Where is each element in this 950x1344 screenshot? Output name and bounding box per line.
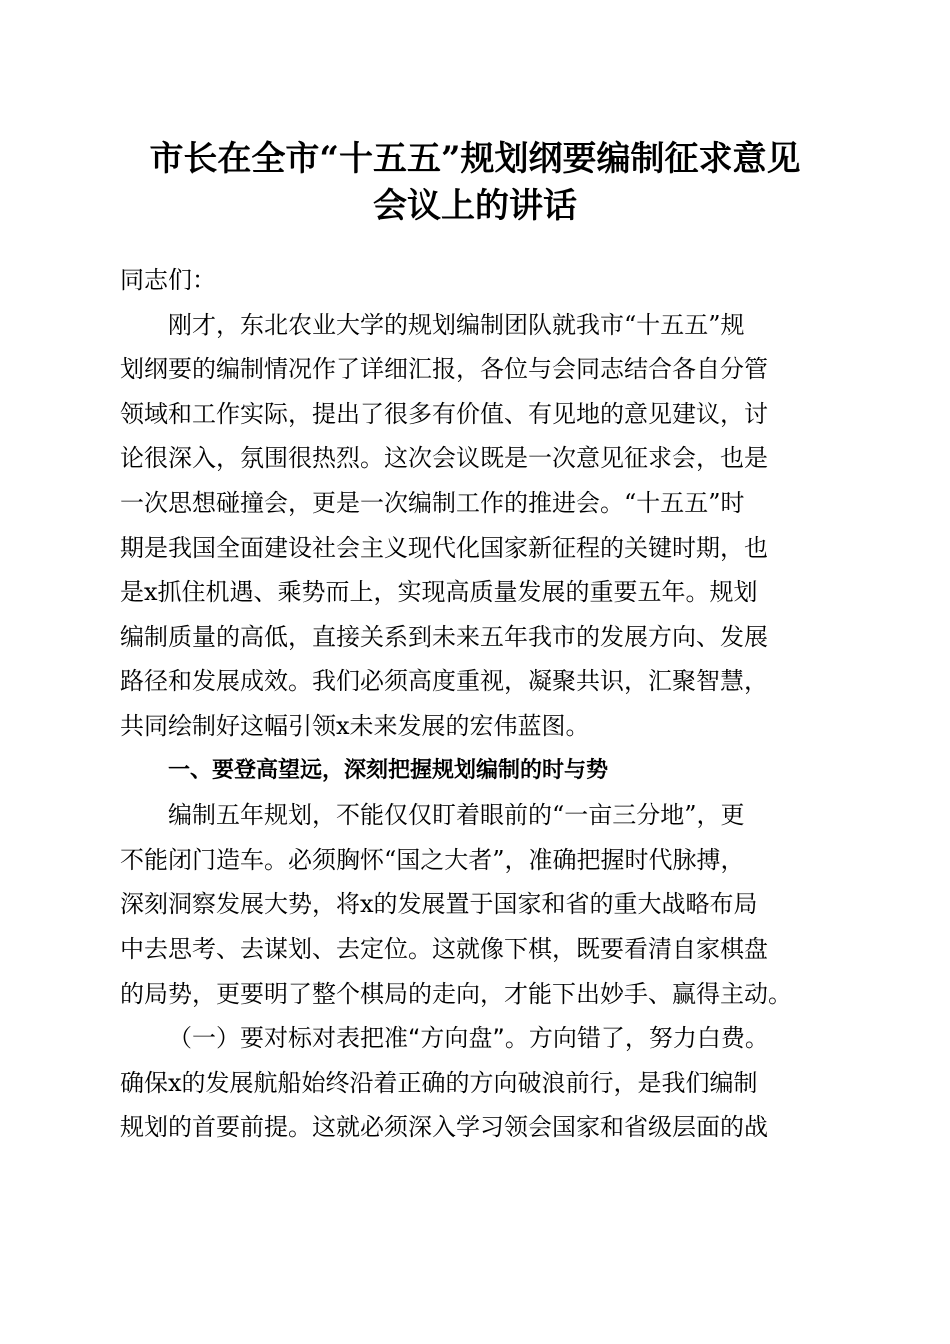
paragraph-1 [120, 303, 860, 749]
paragraph-line: 论很深入，氛围很热烈。这次会议既是一次意见征求会，也是 [120, 444, 768, 473]
document-title-line-1: 市长在全市“十五五”规划纲要编制征求意见 [149, 139, 801, 179]
subsection-text: 方向错了，努力白费。 [528, 1024, 769, 1053]
paragraph-line: 的局势，更要明了整个棋局的走向，才能下出妙手、赢得主动。 [120, 979, 792, 1008]
paragraph-2 [120, 793, 860, 1016]
paragraph-line: 确保x的发展航船始终沿着正确的方向破浪前行，是我们编制 [120, 1068, 758, 1097]
paragraph-line: 深刻洞察发展大势，将x的发展置于国家和省的重大战略布局 [120, 890, 758, 919]
paragraph-line: 是x抓住机遇、乘势而上，实现高质量发展的重要五年。规划 [120, 578, 758, 607]
section-heading-1: 一、要登高望远，深刻把握规划编制的时与势 [168, 757, 609, 783]
paragraph-line: 领域和工作实际，提出了很多有价值、有见地的意见建议，讨 [120, 399, 768, 428]
paragraph-line: 编制质量的高低，直接关系到未来五年我市的发展方向、发展 [120, 622, 768, 651]
paragraph-line: 划纲要的编制情况作了详细汇报，各位与会同志结合各自分管 [120, 355, 768, 384]
subsection-heading-1: （一）要对标对表把准“方向盘”。 [168, 1024, 529, 1053]
salutation: 同志们： [120, 266, 216, 294]
document-title-line-2: 会议上的讲话 [373, 186, 577, 226]
paragraph-line: 规划的首要前提。这就必须深入学习领会国家和省级层面的战 [120, 1113, 768, 1142]
paragraph-line: 路径和发展成效。我们必须高度重视，凝聚共识，汇聚智慧， [120, 667, 768, 696]
paragraph-line: 一次思想碰撞会，更是一次编制工作的推进会。“十五五”时 [120, 488, 745, 517]
paragraph-3 [120, 1061, 860, 1150]
document-body [120, 258, 860, 1150]
paragraph-line: 刚才，东北农业大学的规划编制团队就我市“十五五”规 [168, 310, 745, 339]
paragraph-line: 共同绘制好这幅引领x未来发展的宏伟蓝图。 [120, 711, 590, 740]
subsection-line [120, 1016, 860, 1061]
paragraph-line: 不能闭门造车。必须胸怀“国之大者”，准确把握时代脉搏， [120, 845, 745, 874]
paragraph-line: 中去思考、去谋划、去定位。这就像下棋，既要看清自家棋盘 [120, 934, 768, 963]
paragraph-line: 期是我国全面建设社会主义现代化国家新征程的关键时期，也 [120, 533, 768, 562]
paragraph-line: 编制五年规划，不能仅仅盯着眼前的“一亩三分地”，更 [168, 801, 745, 830]
